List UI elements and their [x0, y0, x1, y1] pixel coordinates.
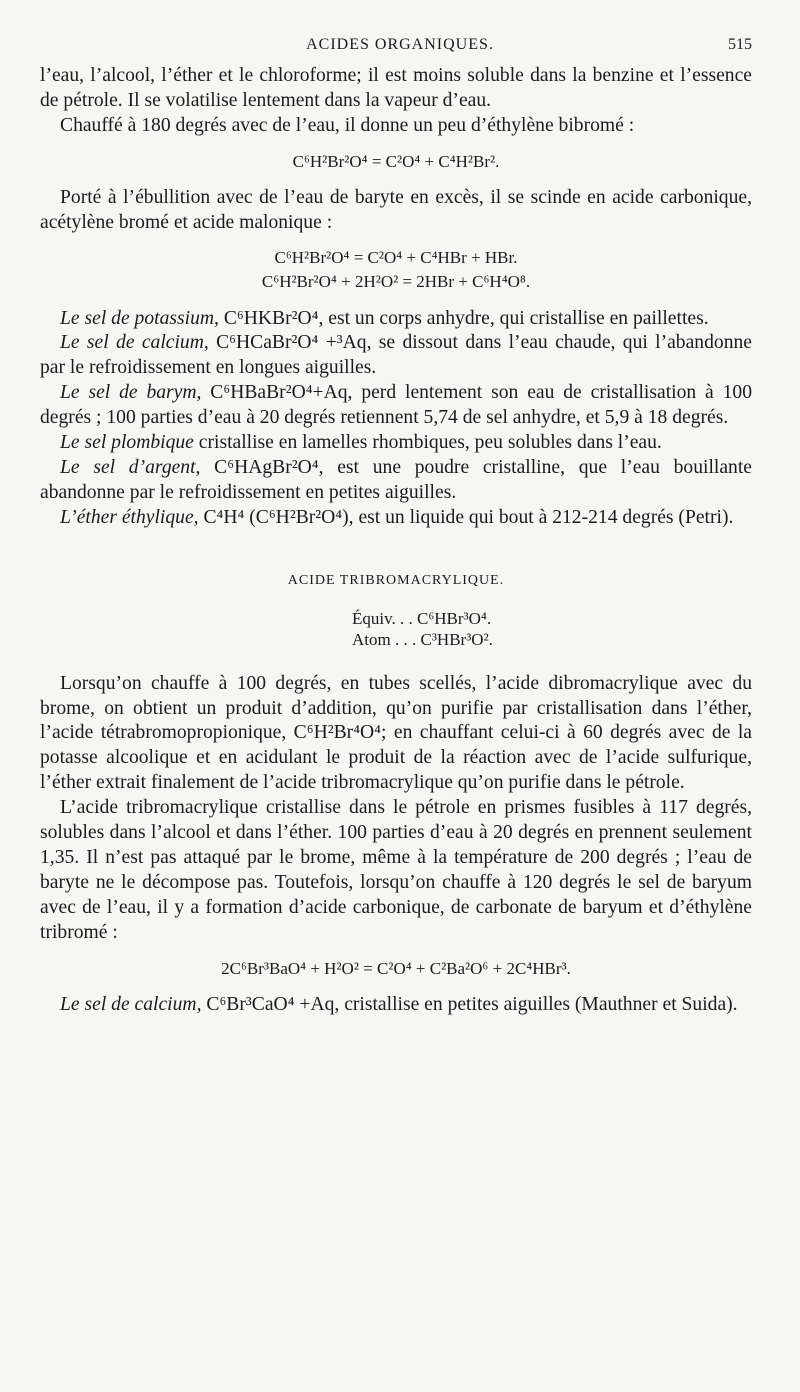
- paragraph: Le sel de calcium, C⁶HCaBr²O⁴ +³Aq, se dissout dans l’eau chaude, qui l’abandonne par le refroidissement en longues aiguilles.: [40, 332, 752, 379]
- paragraph: l’eau, l’alcool, l’éther et le chloroforme; il est moins soluble dans la benzine et l’essence de pétrole. Il se volatilise lentement dans la vapeur d’eau.: [40, 65, 752, 111]
- salt-name: Le sel d’argent,: [60, 456, 201, 478]
- paragraph: Le sel de calcium, C⁶Br³CaO⁴ +Aq, cristallise en petites aiguilles (Mauthner et Suida).: [60, 993, 738, 1015]
- paragraph: L’éther éthylique, C⁴H⁴ (C⁶H²Br²O⁴), est un liquide qui bout à 212-214 degrés (Petri).: [60, 506, 734, 528]
- running-head: [0, 34, 800, 60]
- atom-line: Atom . . . C³HBr³O².: [352, 629, 493, 649]
- equiv-line: Équiv. . . C⁶HBr³O⁴.: [352, 608, 492, 628]
- paragraph: Porté à l’ébullition avec de l’eau de baryte en excès, il se scinde en acide carbonique, acétylène bromé et acide malonique :: [40, 186, 752, 233]
- paragraph: Lorsqu’on chauffe à 100 degrés, en tubes scellés, l’acide dibromacrylique avec du brome, on obtient un produit d’addition, qu’on purifie par cristallisation dans l’éther, l’acide tétrabromopropionique, C⁶H²Br⁴O⁴; en chauffant celui-ci à 60 degrés avec de la potasse alcoolique et en acidulant le produit de la réaction avec de l’acide sulfurique, l’éther extrait finalement de l’acide tribromacrylique qu’on purifie dans le pétrole.: [40, 672, 752, 794]
- paragraph: Le sel de potassium, C⁶HKBr²O⁴, est un corps anhydre, qui cristallise en paillettes.: [60, 307, 709, 329]
- ester-name: L’éther éthylique,: [60, 506, 199, 528]
- page-number: 515: [728, 36, 752, 53]
- running-title: ACIDES ORGANIQUES.: [306, 36, 494, 53]
- section-title: ACIDE TRIBROMACRYLIQUE.: [287, 572, 505, 588]
- formula: 2C⁶Br³BaO⁴ + H²O² = C²O⁴ + C²Ba²O⁶ + 2C⁴HBr³.: [221, 958, 571, 978]
- salt-name: Le sel de calcium,: [60, 332, 209, 354]
- formula: C⁶H²Br²O⁴ = C²O⁴ + C⁴HBr + HBr.: [274, 247, 518, 267]
- salt-name: Le sel plombique: [60, 432, 194, 454]
- paragraph: Le sel plombique cristallise en lamelles rhombiques, peu solubles dans l’eau.: [60, 432, 662, 454]
- body-text: [40, 64, 752, 1017]
- paragraph: Chauffé à 180 degrés avec de l’eau, il donne un peu d’éthylène bibromé :: [60, 114, 635, 136]
- paragraph: Le sel d’argent, C⁶HAgBr²O⁴, est une poudre cristalline, que l’eau bouillante abandonne par le refroidissement en petites aiguilles.: [40, 456, 752, 503]
- salt-name: Le sel de calcium,: [60, 993, 202, 1015]
- salt-name: Le sel de barym,: [60, 382, 202, 404]
- salt-name: Le sel de potassium,: [60, 307, 219, 329]
- formula: C⁶H²Br²O⁴ = C²O⁴ + C⁴H²Br².: [292, 151, 500, 171]
- paragraph: L’acide tribromacrylique cristallise dans le pétrole en prismes fusibles à 117 degrés, solubles dans l’alcool et dans l’éther. 100 parties d’eau à 20 degrés en prennent seulement 1,35. Il n’est pas attaqué par le brome, même à la température de 200 degrés ; l’eau de baryte ne le décompose pas. Toutefois, lorsqu’on chauffe à 120 degrés le sel de baryum avec de l’eau, il y a formation d’acide carbonique, de carbonate de baryum et d’éthylène tribromé :: [40, 797, 752, 943]
- paragraph: Le sel de barym, C⁶HBaBr²O⁴+Aq, perd lentement son eau de cristallisation à 100 degrés ; 100 parties d’eau à 20 degrés retiennent 5,74 de sel anhydre, et 5,9 à 18 degrés.: [40, 382, 753, 429]
- formula: C⁶H²Br²O⁴ + 2H²O² = 2HBr + C⁶H⁴O⁸.: [261, 271, 531, 291]
- formula-block: [352, 608, 502, 650]
